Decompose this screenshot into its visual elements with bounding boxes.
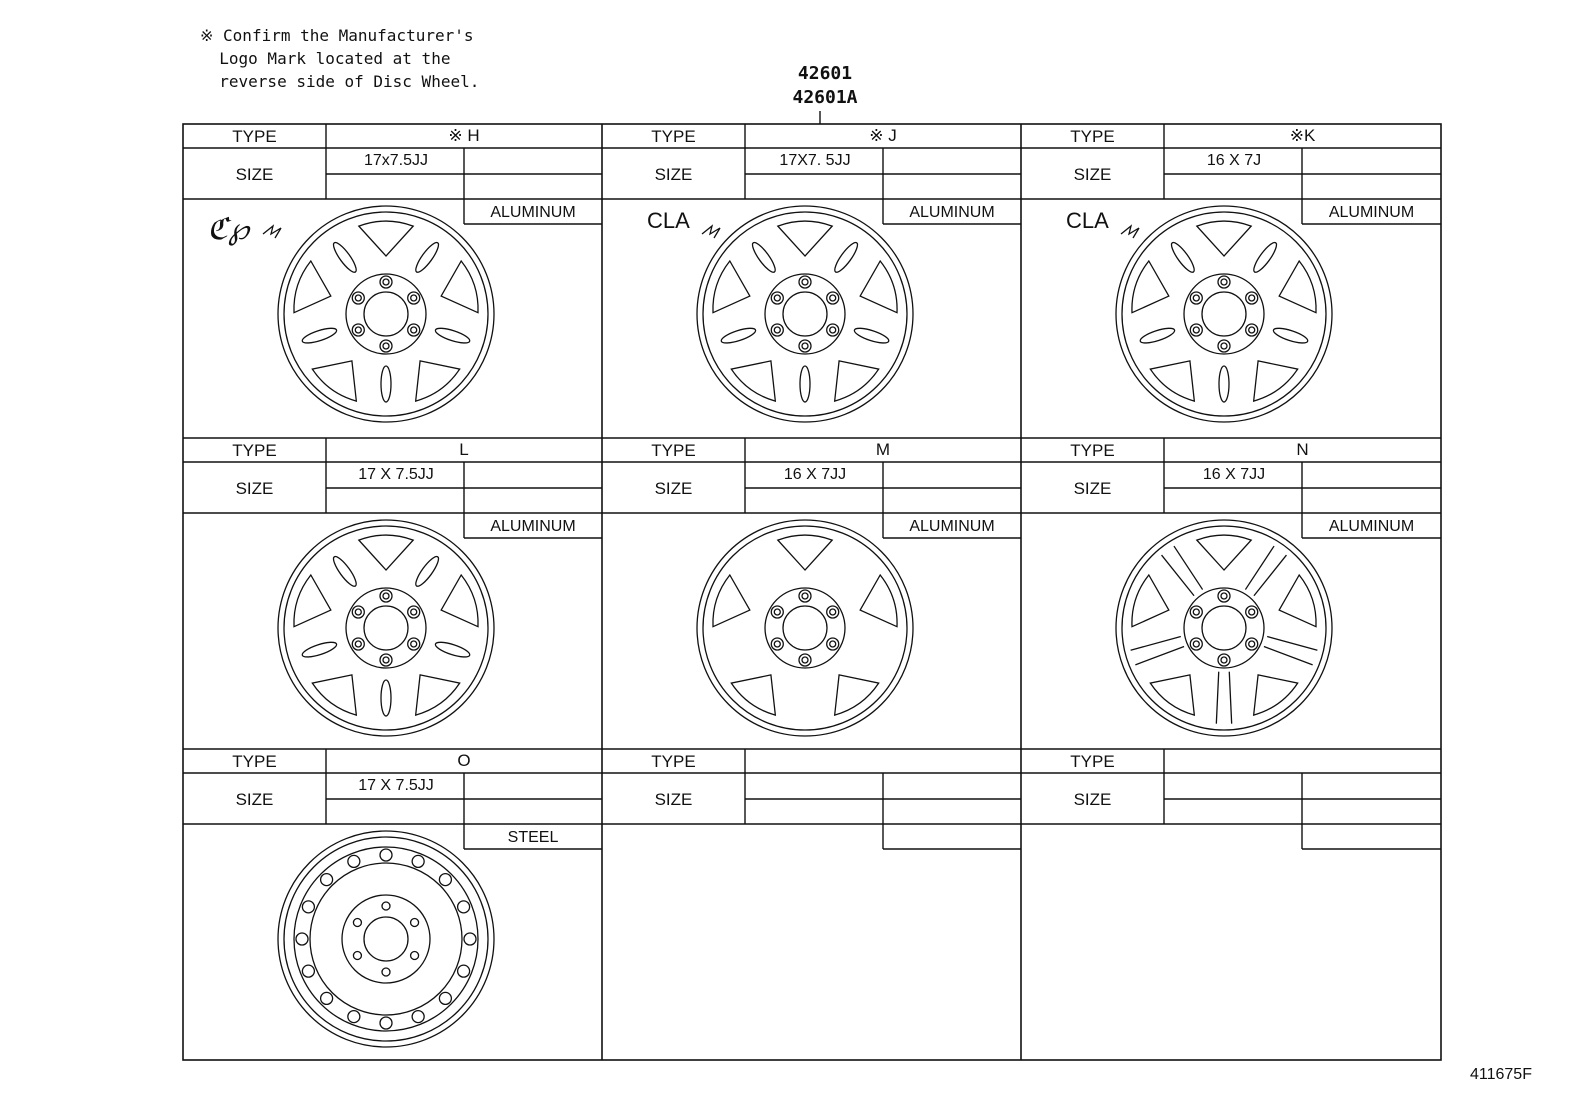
size-label: SIZE (235, 165, 274, 184)
wheel-alloy-spokes-icon (1116, 520, 1332, 736)
logo-arrow-icon (1121, 226, 1139, 238)
type-label: TYPE (232, 127, 277, 146)
wheel-type-code: ※ J (869, 126, 897, 145)
logo-arrow-icon (263, 226, 281, 238)
type-label: TYPE (1070, 752, 1115, 771)
size-label: SIZE (654, 479, 693, 498)
part-number-42601: 42601 (797, 63, 853, 84)
size-label: SIZE (1073, 165, 1112, 184)
wheel-alloy-slots-icon (1116, 206, 1332, 422)
wheel-material: ALUMINUM (909, 518, 995, 535)
type-label: TYPE (232, 752, 277, 771)
wheel-material: STEEL (507, 829, 559, 846)
type-label: TYPE (651, 441, 696, 460)
wheel-type-code: O (457, 751, 471, 770)
wheel-type-code: M (875, 440, 891, 459)
part-number-42601a: 42601A (792, 87, 858, 108)
logo-arrow-icon (702, 226, 720, 238)
wheel-steel-icon (278, 831, 494, 1047)
wheel-alloy-slots-icon (278, 520, 494, 736)
type-label: TYPE (232, 441, 277, 460)
type-label: TYPE (1070, 441, 1115, 460)
size-label: SIZE (235, 479, 274, 498)
manufacturer-logo-note: ※ Confirm the Manufacturer's Logo Mark located at the reverse side of Disc Wheel. (200, 26, 480, 91)
wheel-material: ALUMINUM (909, 204, 995, 221)
wheel-size: 17 X 7.5JJ (358, 777, 434, 794)
wheel-size: 16 X 7JJ (783, 466, 847, 483)
wheel-material: ALUMINUM (490, 518, 576, 535)
type-label: TYPE (651, 127, 696, 146)
wheel-size: 17 X 7.5JJ (358, 466, 434, 483)
wheel-size: 17X7. 5JJ (779, 152, 851, 169)
wheel-alloy-slots-icon (278, 206, 494, 422)
wheel-alloy-slots-icon (697, 206, 913, 422)
wheel-alloy-triangles-icon (697, 520, 913, 736)
wheel-size: 17x7.5JJ (363, 152, 429, 169)
wheel-logo-mark: CLA (647, 208, 690, 233)
size-label: SIZE (654, 165, 693, 184)
wheel-logo-mark: ℭ℘ (207, 213, 250, 246)
wheel-type-code: ※ H (448, 126, 480, 145)
type-label: TYPE (1070, 127, 1115, 146)
wheel-type-code: N (1296, 440, 1309, 459)
wheel-material: ALUMINUM (1328, 204, 1415, 221)
illustration-ref-code: 411675F (1470, 1066, 1532, 1083)
size-label: SIZE (235, 790, 274, 809)
wheel-material: ALUMINUM (490, 204, 576, 221)
wheel-type-code: ※K (1289, 126, 1316, 145)
wheel-size: 16 X 7J (1206, 152, 1262, 169)
type-label: TYPE (651, 752, 696, 771)
wheel-type-code: L (459, 440, 469, 459)
wheel-size: 16 X 7JJ (1202, 466, 1266, 483)
size-label: SIZE (1073, 790, 1112, 809)
wheel-material: ALUMINUM (1328, 518, 1415, 535)
size-label: SIZE (1073, 479, 1112, 498)
size-label: SIZE (654, 790, 693, 809)
wheel-logo-mark: CLA (1066, 208, 1109, 233)
